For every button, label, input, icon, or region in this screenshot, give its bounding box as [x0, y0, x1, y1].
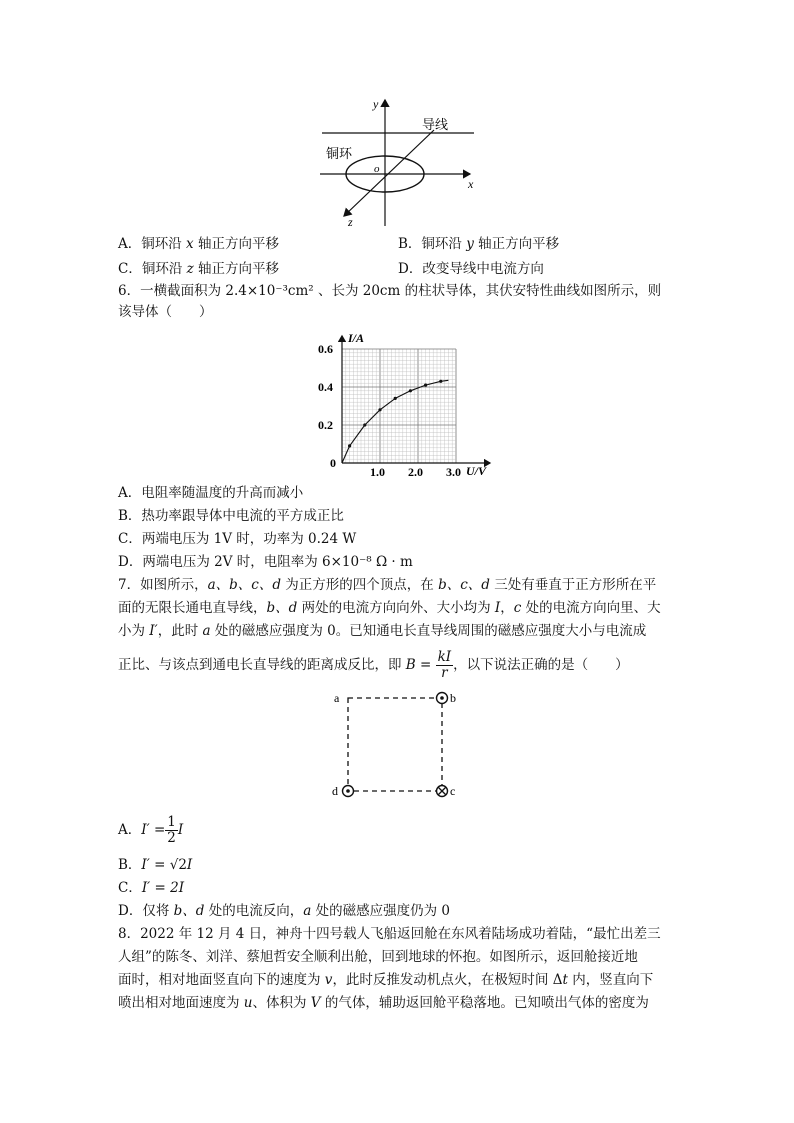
- q6-option-d: D．两端电压为 2V 时，电阻率为 6×10⁻⁸ Ω · m: [118, 554, 413, 570]
- q5-option-b: B．铜环沿 y 轴正方向平移: [398, 236, 560, 252]
- q7-option-a-fraction: $\frac{1}{2}$: [167, 814, 176, 846]
- wire-d-out-icon: [343, 786, 354, 797]
- data-point: [363, 423, 366, 426]
- q5-option-a: A．铜环沿 x 轴正方向平移: [118, 236, 279, 252]
- iv-curve-chart: [316, 330, 496, 478]
- chart-grid: [342, 349, 456, 463]
- q6-option-a: A．电阻率随温度的升高而减小: [118, 485, 304, 501]
- q6-option-b: B．热功率跟导体中电流的平方成正比: [118, 508, 344, 524]
- data-point: [394, 397, 397, 400]
- q6-stem-line2: 该导体（ ）: [118, 304, 213, 320]
- q7-stem-line2: 面的无限长通电直导线，b、d 两处的电流方向向外、大小均为 I，c 处的电流方向向里、大: [118, 600, 661, 616]
- ring-label: 铜环: [326, 146, 353, 161]
- vertex-a-label: a: [334, 691, 340, 705]
- q7-stem-line3: 小为 I′，此时 a 处的磁感应强度为 0。已知通电长直导线周围的磁感应强度大小与电流成: [118, 623, 647, 639]
- x-axis-label: x: [468, 177, 474, 191]
- origin-label: o: [374, 163, 380, 175]
- q5-option-c: C．铜环沿 z 轴正方向平移: [118, 261, 280, 277]
- data-point: [409, 389, 412, 392]
- wire-label: 导线: [422, 117, 449, 132]
- q7-option-d: D．仅将 b、d 处的电流反向，a 处的磁感应强度仍为 0: [118, 903, 450, 919]
- y-tick-label: 0.6: [318, 342, 333, 356]
- q7-formula-fraction: $\frac{kI}{r}$: [437, 649, 452, 681]
- chart-ylabel: I/A: [348, 331, 365, 345]
- wire-b-out-icon: [437, 693, 448, 704]
- data-point: [424, 384, 427, 387]
- z-axis-label: z: [348, 215, 353, 228]
- y-tick-label: 0.4: [318, 380, 333, 394]
- chart-origin-label: 0: [330, 456, 336, 470]
- y-axis-label: y: [373, 97, 379, 111]
- x-tick-label: 1.0: [370, 465, 385, 478]
- q7-option-b: B．I′ = √2I: [118, 857, 193, 873]
- x-tick-label: 2.0: [408, 465, 423, 478]
- chart-xlabel: U/V: [466, 464, 487, 478]
- vertex-d-label: d: [332, 784, 338, 798]
- data-point: [378, 408, 381, 411]
- vertex-b-label: b: [450, 691, 456, 705]
- z-axis: [344, 130, 434, 216]
- dashed-square: [348, 698, 442, 791]
- square-wires-figure: [328, 688, 464, 802]
- q7-option-a: A．I′ = $\frac{1}{2}$ I: [118, 814, 184, 846]
- q6-option-c: C．两端电压为 1V 时，功率为 0.24 W: [118, 531, 357, 547]
- q8-line2: 人组”的陈冬、刘洋、蔡旭哲安全顺利出舱，回到地球的怀抱。如图所示，返回舱接近地: [118, 949, 638, 965]
- wire-c-in-icon: [437, 786, 448, 797]
- q8-line3: 面时，相对地面竖直向下的速度为 v，此时反推发动机点火，在极短时间 Δt 内，竖直向下: [118, 972, 654, 988]
- q8-line4: 喷出相对地面速度为 u、体积为 V 的气体，辅助返回舱平稳落地。已知喷出气体的密度为: [118, 995, 649, 1011]
- x-tick-label: 3.0: [446, 465, 461, 478]
- y-tick-label: 0.2: [318, 418, 333, 432]
- q7-option-c: C．I′ = 2I: [118, 880, 185, 896]
- q6-stem-line1: 6．一横截面积为 2.4×10⁻³cm² 、长为 20cm 的柱状导体，其伏安特性曲线如图所示，则: [118, 283, 662, 299]
- data-point: [439, 380, 442, 383]
- q8-line1: 8．2022 年 12 月 4 日，神舟十四号载人飞船返回舱在东风着陆场成功着陆，“最忙出差三: [118, 926, 661, 942]
- data-point: [348, 444, 351, 447]
- q7-stem-line1: 7．如图所示，a、b、c、d 为正方形的四个顶点，在 b、c、d 三处有垂直于正方形所在平: [118, 577, 657, 593]
- q7-stem-line4: 正比、与该点到通电长直导线的距离成反比，即 B = $\frac{kI}{r}$ ，以下说法正确的是（ ）: [118, 649, 629, 681]
- ring-wire-figure: [312, 92, 492, 228]
- q5-option-d: D．改变导线中电流方向: [398, 261, 544, 277]
- vertex-c-label: c: [450, 784, 456, 798]
